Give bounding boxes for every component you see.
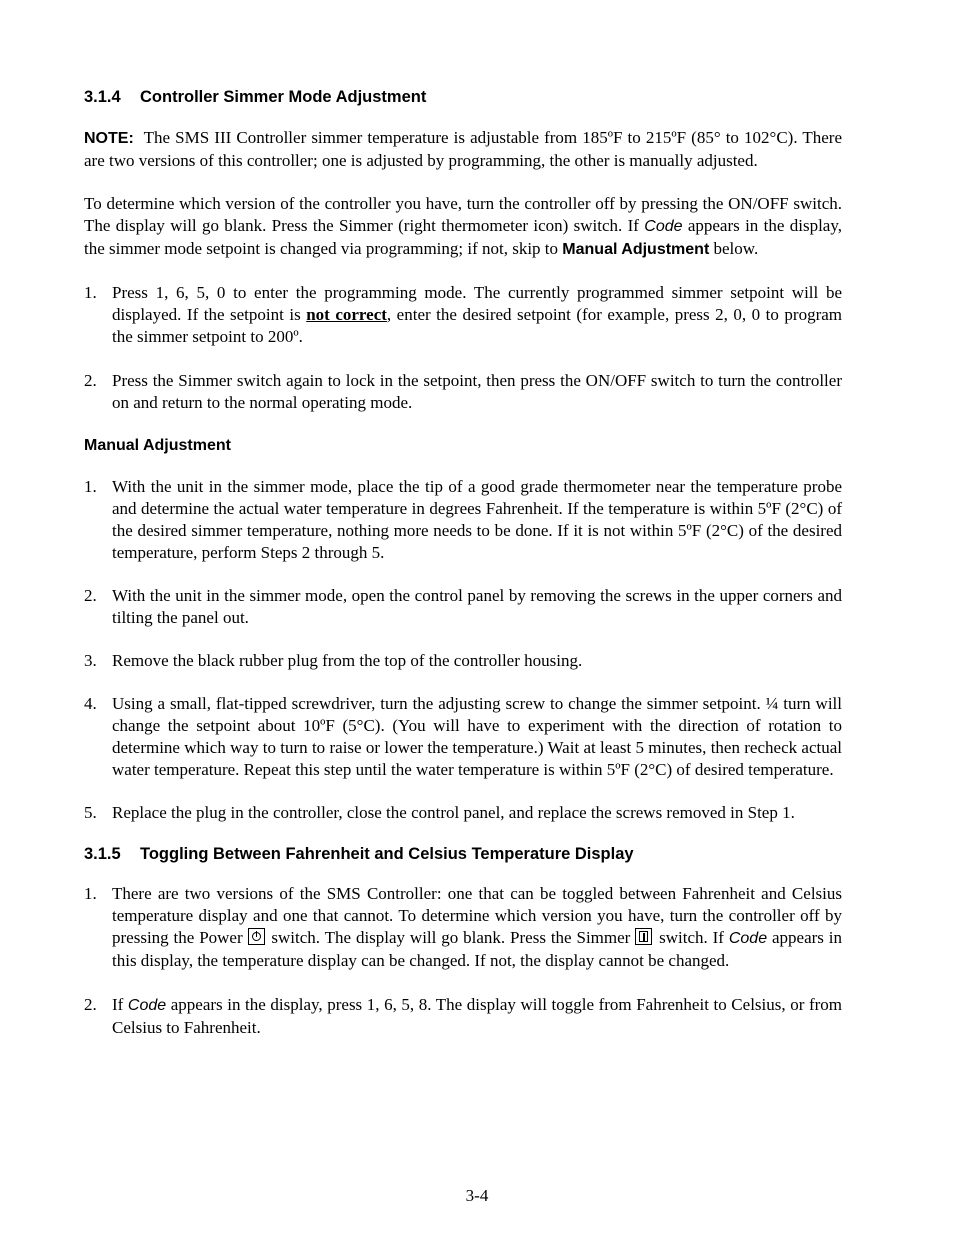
determine-text-1: To determine which version of the controller you have, turn the controller off by pressing the ON/OFF switch. The display will go blank. Press the Simmer (right thermometer icon) switch. If xyxy=(84,194,842,235)
step-number: 3. xyxy=(84,651,97,670)
step-number: 2. xyxy=(84,995,97,1014)
step-text: switch. If xyxy=(654,928,729,947)
list-item xyxy=(84,693,842,781)
code-term: Code xyxy=(728,930,768,947)
determine-paragraph xyxy=(84,193,842,261)
step-number: 1. xyxy=(84,283,97,302)
step-text: appears in the display, press 1, 6, 5, 8. The display will toggle from Fahrenheit to Celsius, or from Celsius to Fahrenheit. xyxy=(112,995,842,1037)
list-item xyxy=(84,476,842,564)
list-item xyxy=(84,370,842,414)
list-item xyxy=(84,994,842,1039)
manual-adjustment-ref: Manual Adjustment xyxy=(562,241,710,258)
note-paragraph xyxy=(84,127,842,172)
step-number: 2. xyxy=(84,371,97,390)
section-title: Controller Simmer Mode Adjustment xyxy=(140,88,427,106)
step-text: Press 1, 6, 5, 0 to enter the programming mode. The currently programmed simmer setpoint will be displayed. If the setpoint is xyxy=(112,283,842,324)
list-item xyxy=(84,802,842,824)
section-number: 3.1.5 xyxy=(84,845,121,863)
emphasis-not-correct: not correct xyxy=(306,305,387,324)
note-text: The SMS III Controller simmer temperature is adjustable from 185ºF to 215ºF (85° to 102°C). There are two versions of this controller; one is adjusted by programming, the other is manually adjusted. xyxy=(84,128,842,170)
note-label: NOTE: xyxy=(84,130,134,147)
step-text: , enter the desired setpoint (for example, press 2, 0, 0 to program the simmer setpoint to 200º. xyxy=(112,305,842,346)
manual-steps xyxy=(84,476,842,824)
list-item xyxy=(84,650,842,672)
list-item xyxy=(84,883,842,972)
step-text: switch. The display will go blank. Press the Simmer xyxy=(266,928,636,947)
programming-steps xyxy=(84,282,842,414)
subheading: Manual Adjustment xyxy=(84,437,231,454)
determine-text-3: below. xyxy=(709,239,759,258)
power-icon xyxy=(248,928,265,945)
section-heading-3-1-5 xyxy=(84,843,842,865)
step-text: Remove the black rubber plug from the top of the controller housing. xyxy=(112,651,583,670)
page-content xyxy=(84,86,842,1039)
determine-text-2: appears in the display, the simmer mode setpoint is changed via programming; if not, skip to xyxy=(84,216,842,258)
thermometer-icon xyxy=(635,928,652,945)
step-text: Using a small, flat-tipped screwdriver, turn the adjusting screw to change the simmer setpoint. ¼ turn will change the setpoint about 10ºF (5°C). (You will have to experiment with the direction of rotation to determine which way to turn to raise or lower the temperature.) Wait at least 5 minutes, then recheck actual water temperature. Repeat this step until the water temperature is within 5ºF (2°C) of desired temperature. xyxy=(112,694,842,779)
step-text: With the unit in the simmer mode, place the tip of a good grade thermometer near the temperature probe and determine the actual water temperature in degrees Fahrenheit. If the temperature is within 5ºF (2°C) of the desired simmer temperature, nothing more needs to be done. If it is not within 5ºF (2°C) of the desired temperature, perform Steps 2 through 5. xyxy=(112,477,842,562)
step-number: 4. xyxy=(84,694,97,713)
code-term: Code xyxy=(644,218,683,235)
section-heading-3-1-4 xyxy=(84,86,842,108)
step-text: If xyxy=(112,995,128,1014)
step-text: appears in this display, the temperature display can be changed. If not, the display cannot be changed. xyxy=(112,928,843,970)
step-number: 2. xyxy=(84,586,97,605)
step-text: There are two versions of the SMS Controller: one that can be toggled between Fahrenheit and Celsius temperature display and one that cannot. To determine which version you have, turn the controller off by pressing the Power xyxy=(112,884,842,947)
step-number: 1. xyxy=(84,884,97,903)
code-term: Code xyxy=(127,997,167,1014)
page-number: 3-4 xyxy=(465,1186,489,1205)
section-number: 3.1.4 xyxy=(84,88,121,106)
list-item xyxy=(84,282,842,348)
list-item xyxy=(84,585,842,629)
step-text: Replace the plug in the controller, close the control panel, and replace the screws removed in Step 1. xyxy=(112,803,795,822)
step-number: 1. xyxy=(84,477,97,496)
manual-adjustment-heading xyxy=(84,434,842,457)
toggle-steps xyxy=(84,883,842,1039)
step-text: Press the Simmer switch again to lock in the setpoint, then press the ON/OFF switch to turn the controller on and return to the normal operating mode. xyxy=(112,371,842,412)
step-number: 5. xyxy=(84,803,97,822)
section-title: Toggling Between Fahrenheit and Celsius Temperature Display xyxy=(140,845,634,863)
step-text: With the unit in the simmer mode, open the control panel by removing the screws in the upper corners and tilting the panel out. xyxy=(112,586,842,627)
